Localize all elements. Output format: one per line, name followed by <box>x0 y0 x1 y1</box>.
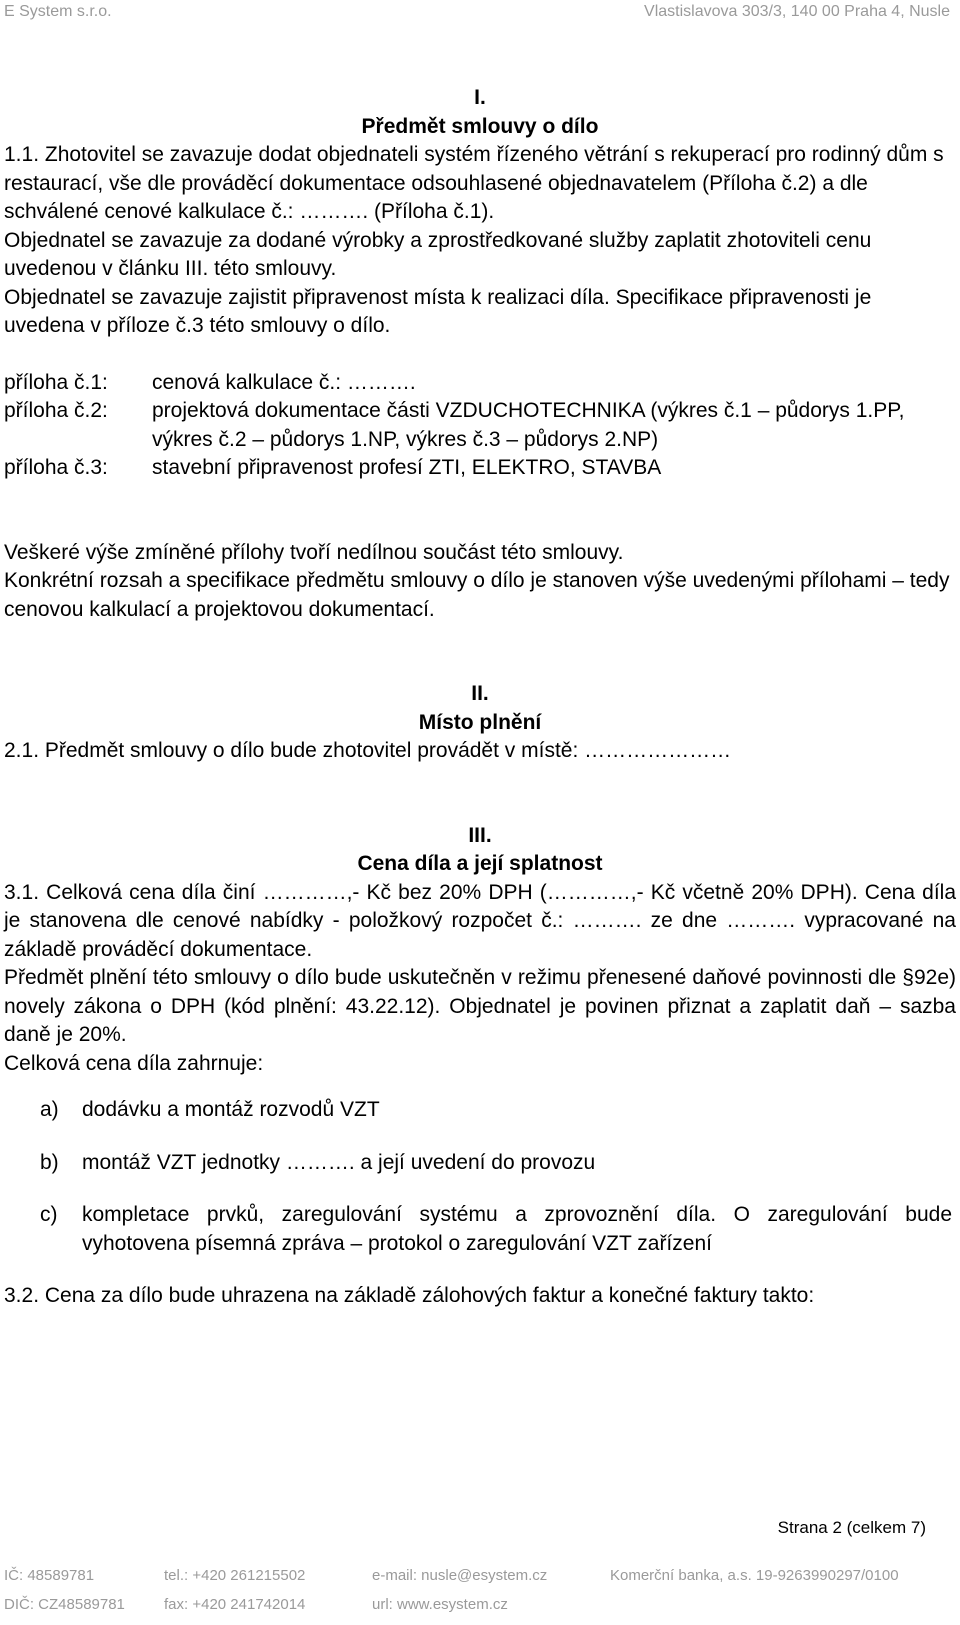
footer-dic: DIČ: CZ48589781 <box>4 1596 125 1613</box>
list-marker: a) <box>40 1098 59 1121</box>
paragraph-obligation-pay: Objednatel se zavazuje za dodané výrobky a zprostředkované služby zaplatit zhotoviteli cenu uvedenou v článku III. této smlouvy. <box>4 228 872 280</box>
footer-ic: IČ: 48589781 <box>4 1567 95 1584</box>
paragraph-3-1: 3.1. Celková cena díla činí …………,- Kč bez 20% DPH (…………,- Kč včetně 20% DPH). Cena díla je stanovena dle cenové nabídky - položkový rozpočet č.: ………. ze dne ………. vypracované na základě prováděcí dokumentace. <box>4 880 956 961</box>
footer-url: url: www.esystem.cz <box>372 1596 508 1613</box>
attachment-text: cenová kalkulace č.: ………. <box>152 370 416 394</box>
page-header <box>0 0 960 24</box>
list-text: montáž VZT jednotky ………. a její uvedení do provozu <box>82 1150 596 1174</box>
footer-email: e-mail: nusle@esystem.cz <box>372 1567 548 1584</box>
paragraph-scope: Konkrétní rozsah a specifikace předmětu smlouvy o dílo je stanoven výše uvedenými přílohami – tedy cenovou kalkulací a projektovou dokumentací. <box>4 569 950 621</box>
page-number: Strana 2 (celkem 7) <box>777 1518 926 1537</box>
paragraph-attachments-part: Veškeré výše zmíněné přílohy tvoří nedílnou součást této smlouvy. <box>4 540 624 564</box>
attachment-text: projektová dokumentace části VZDUCHOTECHNIKA (výkres č.1 – půdorys 1.PP, výkres č.2 – půdorys 1.NP, výkres č.3 – půdorys 2.NP) <box>152 399 905 451</box>
footer-tel: tel.: +420 261215502 <box>164 1567 306 1584</box>
list-marker: b) <box>40 1150 59 1174</box>
section-3-title: Cena díla a její splatnost <box>357 852 603 875</box>
attachment-label: příloha č.3: <box>4 456 108 479</box>
section-1-title: Předmět smlouvy o dílo <box>361 114 599 138</box>
list-text: kompletace prvků, zaregulování systému a zprovoznění díla. O zaregulování bude vyhotovena písemná zpráva – protokol o zaregulování VZT zařízení <box>82 1203 952 1255</box>
paragraph-reverse-charge: Předmět plnění této smlouvy o dílo bude uskutečněn v režimu přenesené daňové povinnosti dle §92e) novely zákona o DPH (kód plnění: 43.22.12). Objednatel je povinen přiznat a zaplatit daň – sazba daně je 20%. <box>4 966 956 1046</box>
paragraph-3-2: 3.2. Cena za dílo bude uhrazena na základě zálohových faktur a konečné faktury takto: <box>4 1284 815 1307</box>
section-2-title: Místo plnění <box>418 710 542 734</box>
footer-bank: Komerční banka, a.s. 19-9263990297/0100 <box>610 1567 899 1584</box>
section-2-number: II. <box>471 682 489 705</box>
paragraph-2-1: 2.1. Předmět smlouvy o dílo bude zhotovitel provádět v místě: ………………… <box>4 739 732 762</box>
attachment-label: příloha č.2: <box>4 399 108 422</box>
attachment-row <box>4 397 956 454</box>
attachment-row <box>4 369 956 398</box>
paragraph-price-includes: Celková cena díla zahrnuje: <box>4 1051 264 1075</box>
paragraph-obligation-site: Objednatel se zavazuje zajistit připravenost místa k realizaci díla. Specifikace připravenosti je uvedena v příloze č.3 této smlouvy o dílo. <box>4 285 872 337</box>
list-text: dodávku a montáž rozvodů VZT <box>82 1098 380 1121</box>
list-item <box>40 1149 952 1178</box>
page-footer <box>0 1567 960 1625</box>
section-3-number: III. <box>468 823 492 847</box>
attachment-row <box>4 454 956 483</box>
paragraph-1-1: 1.1. Zhotovitel se zavazuje dodat objednateli systém řízeného větrání s rekuperací pro rodinný dům s restaurací, vše dle prováděcí dokumentace odsouhlasené objednavatelem (Příloha č.2) a dle schválené cenové kalkulace č.: ………. (Příloha č.1). <box>4 143 944 223</box>
header-company: E System s.r.o. <box>4 3 112 20</box>
document-body <box>4 84 956 1311</box>
attachment-label: příloha č.1: <box>4 370 108 394</box>
header-address: Vlastislavova 303/3, 140 00 Praha 4, Nusle <box>644 3 950 20</box>
footer-fax: fax: +420 241742014 <box>164 1596 306 1613</box>
list-marker: c) <box>40 1203 58 1226</box>
section-1-number: I. <box>474 86 486 109</box>
attachment-text: stavební připravenost profesí ZTI, ELEKTRO, STAVBA <box>152 456 662 479</box>
list-item <box>40 1201 952 1258</box>
list-item <box>40 1096 952 1125</box>
